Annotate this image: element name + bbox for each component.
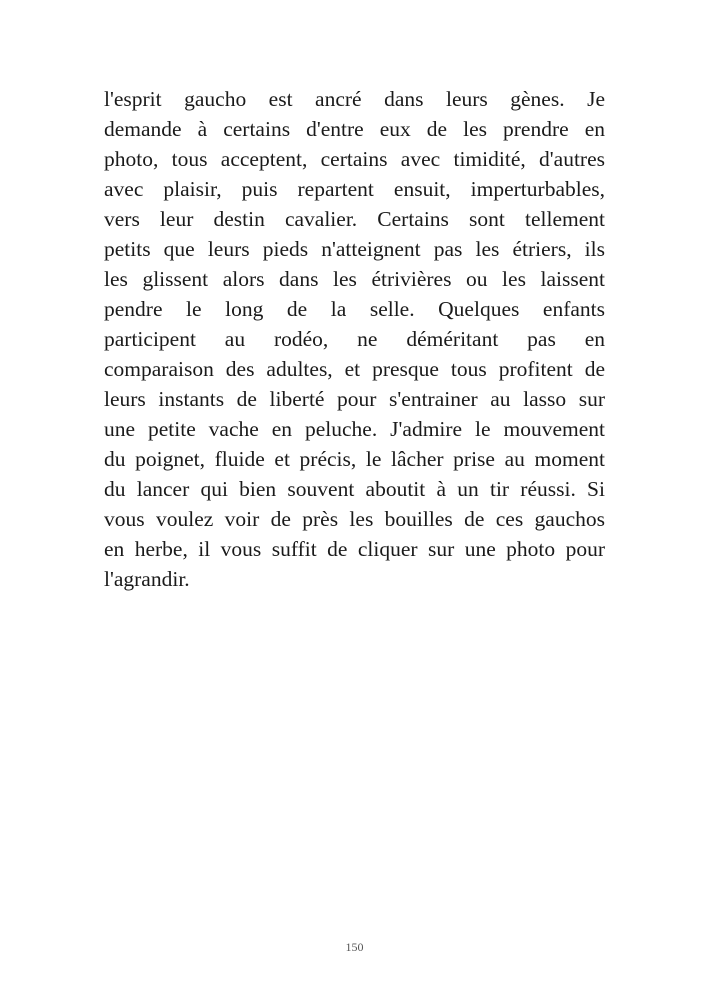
text-line: leurs instants de liberté pour s'entrainer au lasso sur <box>104 387 605 411</box>
text-line: participent au rodéo, ne déméritant pas en <box>104 327 605 351</box>
text-line: avec plaisir, puis repartent ensuit, imperturbables, <box>104 177 605 201</box>
text-line: en herbe, il vous suffit de cliquer sur une photo pour <box>104 537 605 561</box>
text-line: les glissent alors dans les étrivières ou les laissent <box>104 267 605 291</box>
text-line: photo, tous acceptent, certains avec timidité, d'autres <box>104 147 605 171</box>
text-line: demande à certains d'entre eux de les prendre en <box>104 117 605 141</box>
page-number: 150 <box>345 940 364 954</box>
body-paragraph <box>104 84 605 594</box>
text-line: du poignet, fluide et précis, le lâcher prise au moment <box>104 447 605 471</box>
text-line: l'agrandir. <box>104 567 190 591</box>
text-line: l'esprit gaucho est ancré dans leurs gènes. Je <box>104 87 605 111</box>
text-line: vous voulez voir de près les bouilles de ces gauchos <box>104 507 605 531</box>
text-line: comparaison des adultes, et presque tous profitent de <box>104 357 605 381</box>
text-line: petits que leurs pieds n'atteignent pas les étriers, ils <box>104 237 605 261</box>
text-line: pendre le long de la selle. Quelques enfants <box>104 297 605 321</box>
text-line: du lancer qui bien souvent aboutit à un tir réussi. Si <box>104 477 605 501</box>
text-line: vers leur destin cavalier. Certains sont tellement <box>104 207 605 231</box>
text-line: une petite vache en peluche. J'admire le mouvement <box>104 417 605 441</box>
